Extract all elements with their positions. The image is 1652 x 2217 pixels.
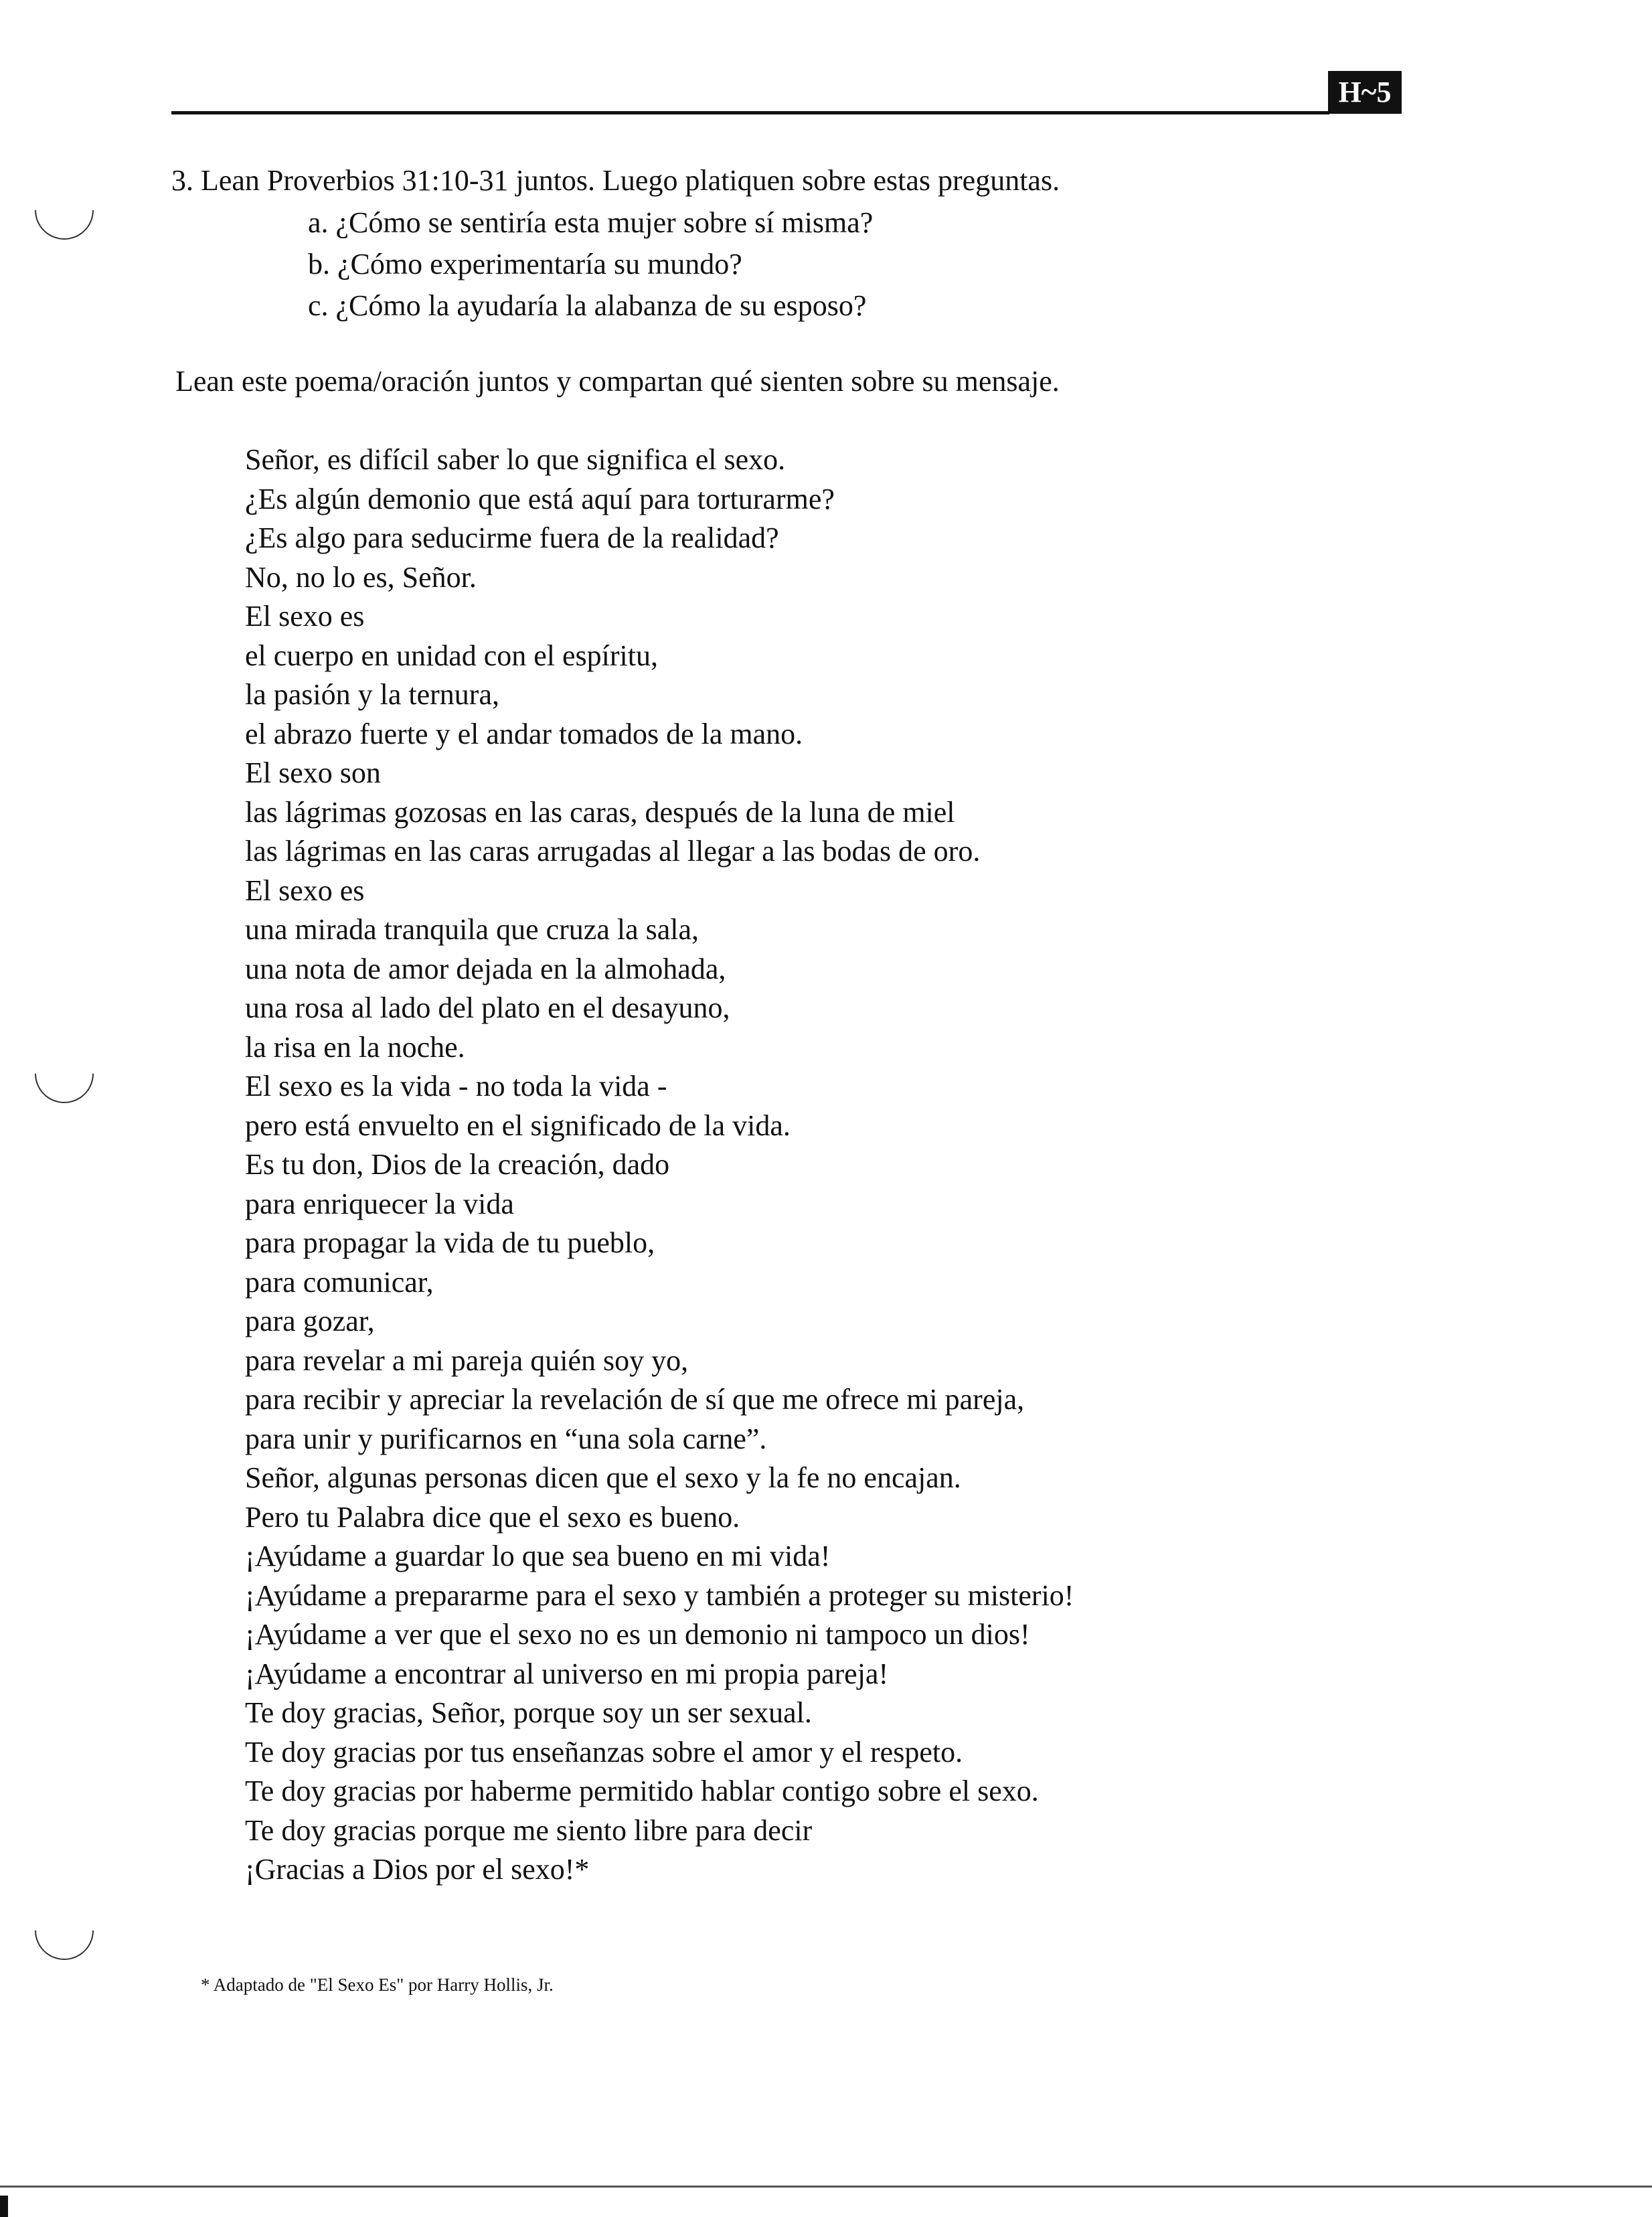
poem-line: El sexo es la vida - no toda la vida - (245, 1070, 667, 1102)
poem-line: Te doy gracias, Señor, porque soy un ser sexual. (245, 1696, 812, 1729)
poem-line: una mirada tranquila que cruza la sala, (245, 913, 699, 946)
punch-hole-mark (23, 1032, 106, 1115)
poem-line: pero está envuelto en el significado de la vida. (245, 1108, 791, 1142)
poem-line: Es tu don, Dios de la creación, dado (245, 1148, 670, 1181)
poem-line: Te doy gracias por tus enseñanzas sobre el amor y el respeto. (245, 1735, 963, 1769)
poem-line: para enriquecer la vida (245, 1187, 514, 1220)
header-rule (171, 111, 1329, 114)
footnote: * Adaptado de "El Sexo Es" por Harry Hollis, Jr. (201, 1975, 554, 1995)
poem-line: El sexo son (245, 756, 381, 789)
poem-line: El sexo es (245, 600, 365, 633)
poem-line: Te doy gracias porque me siento libre para decir (245, 1813, 813, 1847)
poem-line: el abrazo fuerte y el andar tomados de la mano. (245, 717, 803, 750)
scan-edge-mark (0, 2196, 8, 2217)
poem-line: Señor, algunas personas dicen que el sexo y la fe no encajan. (245, 1461, 961, 1494)
poem-line: para unir y purificarnos en “una sola carne”. (245, 1422, 767, 1455)
poem-line: para recibir y apreciar la revelación de sí que me ofrece mi pareja, (245, 1383, 1025, 1416)
question-text: 3. Lean Proverbios 31:10-31 juntos. Luego platiquen sobre estas preguntas. (171, 164, 1060, 197)
instruction-text: Lean este poema/oración juntos y compartan qué sienten sobre su mensaje. (175, 365, 1060, 398)
poem-line: para revelar a mi pareja quién soy yo, (245, 1343, 689, 1377)
bottom-scan-edge (0, 2186, 1652, 2188)
poem-line: ¿Es algún demonio que está aquí para torturarme? (245, 482, 835, 515)
poem-line: ¡Ayúdame a prepararme para el sexo y también a proteger su misterio! (245, 1578, 1074, 1612)
sub-question: a. ¿Cómo se sentiría esta mujer sobre sí misma? (308, 206, 874, 239)
poem-line: una nota de amor dejada en la almohada, (245, 952, 726, 985)
poem-line: ¡Gracias a Dios por el sexo!* (245, 1853, 590, 1886)
poem-line: la risa en la noche. (245, 1030, 465, 1064)
poem-line: las lágrimas gozosas en las caras, después de la luna de miel (245, 795, 955, 829)
poem-line: el cuerpo en unidad con el espíritu, (245, 639, 659, 672)
poem-line: El sexo es (245, 874, 365, 907)
poem-line: ¡Ayúdame a ver que el sexo no es un demonio ni tampoco un dios! (245, 1618, 1030, 1651)
sub-question-list (308, 202, 873, 327)
poem-line: Pero tu Palabra dice que el sexo es bueno. (245, 1500, 740, 1534)
poem-line: Te doy gracias por haberme permitido hablar contigo sobre el sexo. (245, 1775, 1039, 1807)
poem-line: para propagar la vida de tu pueblo, (245, 1226, 655, 1259)
poem-line: para gozar, (245, 1305, 375, 1337)
punch-hole-mark (23, 169, 106, 252)
poem-line: No, no lo es, Señor. (245, 560, 477, 594)
poem-line: Señor, es difícil saber lo que significa el sexo. (245, 443, 786, 476)
page-tag: H~5 (1328, 71, 1402, 114)
poem-line: la pasión y la ternura, (245, 678, 499, 711)
poem-line: ¡Ayúdame a encontrar al universo en mi propia pareja! (245, 1657, 889, 1690)
poem-line: ¡Ayúdame a guardar lo que sea bueno en mi vida! (245, 1540, 831, 1572)
punch-hole-mark (23, 1889, 106, 1972)
sub-question: c. ¿Cómo la ayudaría la alabanza de su esposo? (308, 289, 867, 322)
poem-line: una rosa al lado del plato en el desayuno, (245, 991, 730, 1024)
poem-line: ¿Es algo para seducirme fuera de la realidad? (245, 521, 779, 554)
poem (245, 440, 1074, 1890)
sub-question: b. ¿Cómo experimentaría su mundo? (308, 248, 742, 280)
poem-line: las lágrimas en las caras arrugadas al llegar a las bodas de oro. (245, 835, 981, 868)
poem-line: para comunicar, (245, 1265, 434, 1299)
